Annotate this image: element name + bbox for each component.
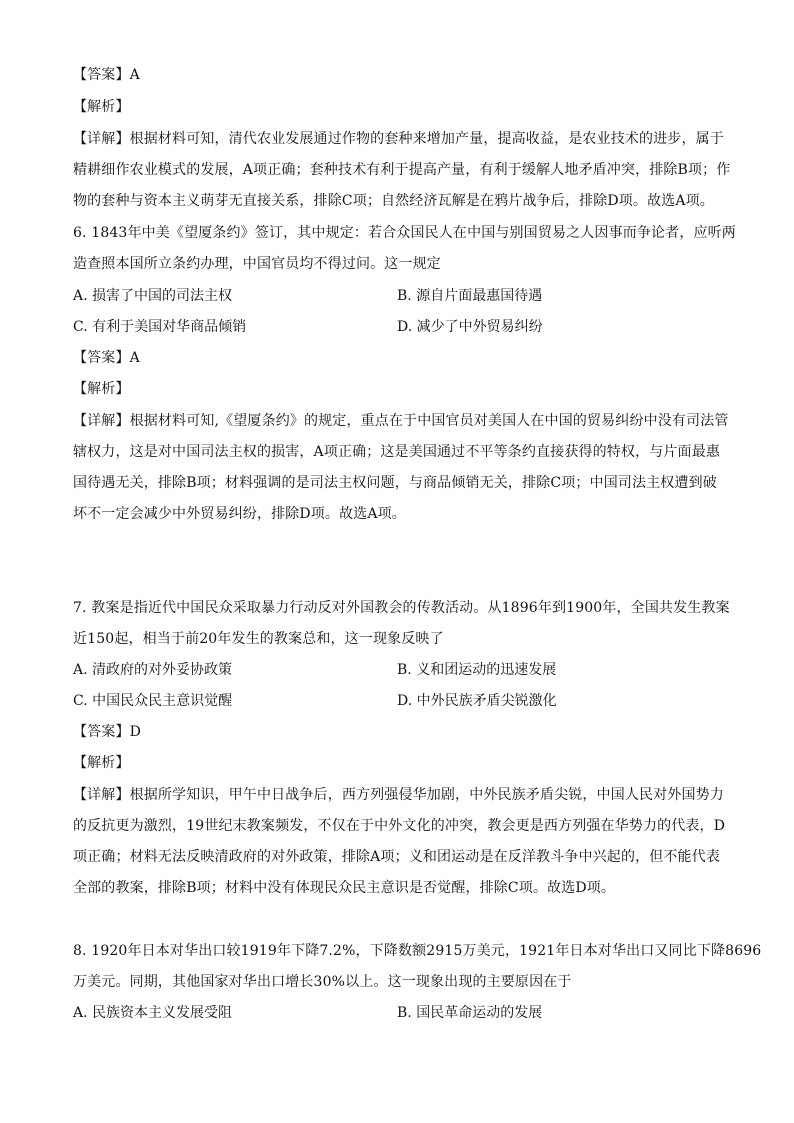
question-stem: 8. 1920年日本对华出口较1919年下降7.2%，下降数额2915万美元，1921年日本对华出口又同比下降8696	[73, 943, 762, 959]
answer-label: 【答案】A	[73, 350, 140, 366]
option-a: A. 民族资本主义发展受阻	[73, 1005, 233, 1021]
option-b: B. 源自片面最惠国待遇	[397, 288, 543, 304]
question-stem: 万美元。同期，其他国家对华出口增长30%以上。这一现象出现的主要原因在于	[73, 974, 572, 990]
option-a: A. 损害了中国的司法主权	[73, 288, 233, 304]
question-stem: 近150起，相当于前20年发生的教案总和，这一现象反映了	[73, 631, 444, 647]
option-b: B. 国民革命运动的发展	[397, 1005, 543, 1021]
detail-line: 项正确；材料无法反映清政府的对外政策，排除A项；义和团运动是在反洋教斗争中兴起的，但不能代表	[73, 849, 721, 865]
detail-line: 辖权力，这是对中国司法主权的损害，A项正确；这是美国通过不平等条约直接获得的特权，与片面最惠	[73, 444, 721, 460]
option-d: D. 中外民族矛盾尖锐激化	[397, 693, 557, 709]
question-stem: 6. 1843年中美《望厦条约》签订，其中规定：若合众国民人在中国与别国贸易之人因事而争论者，应听两	[73, 225, 736, 241]
analysis-label: 【解析】	[73, 381, 130, 397]
answer-label: 【答案】A	[73, 67, 140, 83]
answer-label: 【答案】D	[73, 724, 141, 740]
detail-line: 全部的教案，排除B项；材料中没有体现民众民主意识是否觉醒，排除C项。故选D项。	[73, 880, 616, 896]
detail-line: 【详解】根据材料可知，清代农业发展通过作物的套种来增加产量，提高收益，是农业技术的进步，属于	[73, 131, 724, 147]
option-b: B. 义和团运动的迅速发展	[397, 662, 557, 678]
option-a: A. 清政府的对外妥协政策	[73, 662, 233, 678]
detail-line: 精耕细作农业模式的发展，A项正确；套种技术有利于提高产量，有利于缓解人地矛盾冲突，排除B项；作	[73, 162, 731, 178]
detail-line: 【详解】根据材料可知,《望厦条约》的规定，重点在于中国官员对美国人在中国的贸易纠纷中没有司法管	[73, 413, 729, 429]
option-c: C. 有利于美国对华商品倾销	[73, 319, 247, 335]
option-d: D. 减少了中外贸易纠纷	[397, 319, 543, 335]
detail-line: 坏不一定会减少中外贸易纠纷，排除D项。故选A项。	[73, 506, 406, 522]
question-stem: 7. 教案是指近代中国民众采取暴力行动反对外国教会的传教活动。从1896年到1900年，全国共发生教案	[73, 600, 730, 616]
detail-line: 【详解】根据所学知识，甲午中日战争后，西方列强侵华加剧，中外民族矛盾尖锐，中国人民对外国势力	[73, 787, 724, 803]
question-stem: 造查照本国所立条约办理，中国官员均不得过问。这一规定	[73, 256, 441, 272]
detail-line: 国待遇无关，排除B项；材料强调的是司法主权问题，与商品倾销无关，排除C项；中国司法主权遭到破	[73, 475, 717, 491]
option-c: C. 中国民众民主意识觉醒	[73, 693, 233, 709]
detail-line: 物的套种与资本主义萌芽无直接关系，排除C项；自然经济瓦解是在鸦片战争后，排除D项。故选A项。	[73, 193, 714, 209]
detail-line: 的反抗更为激烈，19世纪末教案频发，不仅在于中外文化的冲突，教会更是西方列强在华势力的代表，D	[73, 818, 726, 834]
analysis-label: 【解析】	[73, 755, 130, 771]
analysis-label: 【解析】	[73, 99, 130, 115]
